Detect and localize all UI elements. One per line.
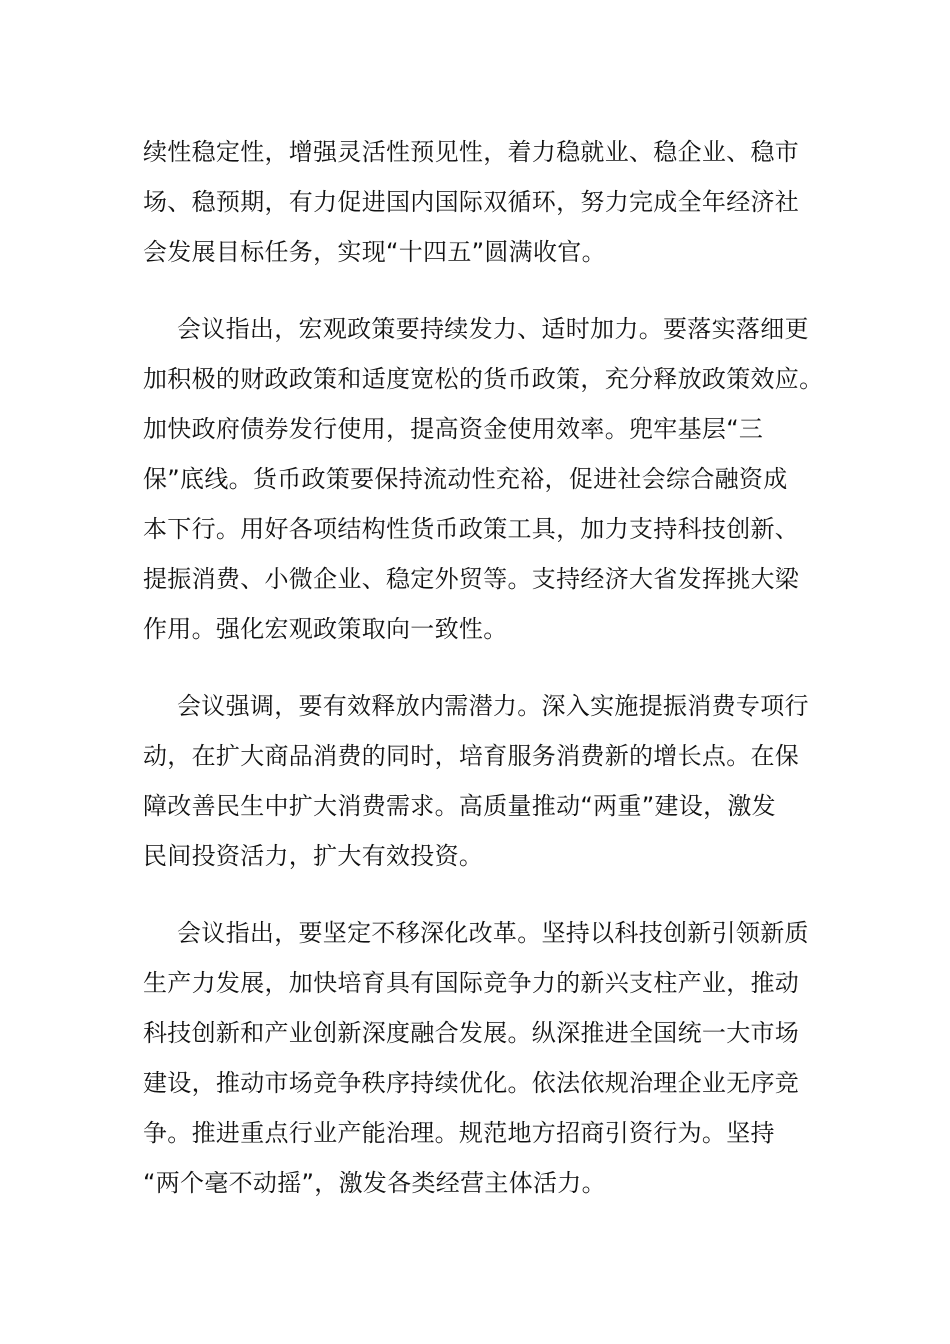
paragraph-domestic-demand (143, 681, 823, 881)
paragraph-reform (143, 908, 823, 1208)
text-line: 场、稳预期，有力促进国内国际双循环，努力完成全年经济社 (143, 188, 800, 216)
document-page (143, 127, 823, 1235)
text-line: 会议强调，要有效释放内需潜力。深入实施提振消费专项行 (177, 692, 809, 720)
paragraph-macro-policy (143, 304, 823, 654)
text-line: 生产力发展，加快培育具有国际竞争力的新兴支柱产业，推动 (143, 969, 800, 997)
text-line: 动，在扩大商品消费的同时，培育服务消费新的增长点。在保 (143, 742, 800, 770)
text-line: 加快政府债券发行使用，提高资金使用效率。兜牢基层“三 (143, 415, 764, 443)
text-line: 作用。强化宏观政策取向一致性。 (143, 615, 508, 643)
text-line: 建设，推动市场竞争秩序持续优化。依法依规治理企业无序竞 (143, 1069, 800, 1097)
paragraph-continuation (143, 127, 823, 277)
text-line: 科技创新和产业创新深度融合发展。纵深推进全国统一大市场 (143, 1019, 800, 1047)
text-line: 会发展目标任务，实现“十四五”圆满收官。 (143, 238, 606, 266)
text-line: 会议指出，宏观政策要持续发力、适时加力。要落实落细更 (177, 315, 809, 343)
text-line: “两个毫不动摇”，激发各类经营主体活力。 (143, 1169, 606, 1197)
text-line: 提振消费、小微企业、稳定外贸等。支持经济大省发挥挑大梁 (143, 565, 800, 593)
text-line: 保”底线。货币政策要保持流动性充裕，促进社会综合融资成 (143, 465, 788, 493)
text-line: 本下行。用好各项结构性货币政策工具，加力支持科技创新、 (143, 515, 800, 543)
text-line: 民间投资活力，扩大有效投资。 (143, 842, 484, 870)
text-line: 会议指出，要坚定不移深化改革。坚持以科技创新引领新质 (177, 919, 809, 947)
text-line: 障改善民生中扩大消费需求。高质量推动“两重”建设，激发 (143, 792, 776, 820)
text-line: 加积极的财政政策和适度宽松的货币政策，充分释放政策效应。 (143, 365, 824, 393)
text-line: 争。推进重点行业产能治理。规范地方招商引资行为。坚持 (143, 1119, 775, 1147)
text-line: 续性稳定性，增强灵活性预见性，着力稳就业、稳企业、稳市 (143, 138, 800, 166)
